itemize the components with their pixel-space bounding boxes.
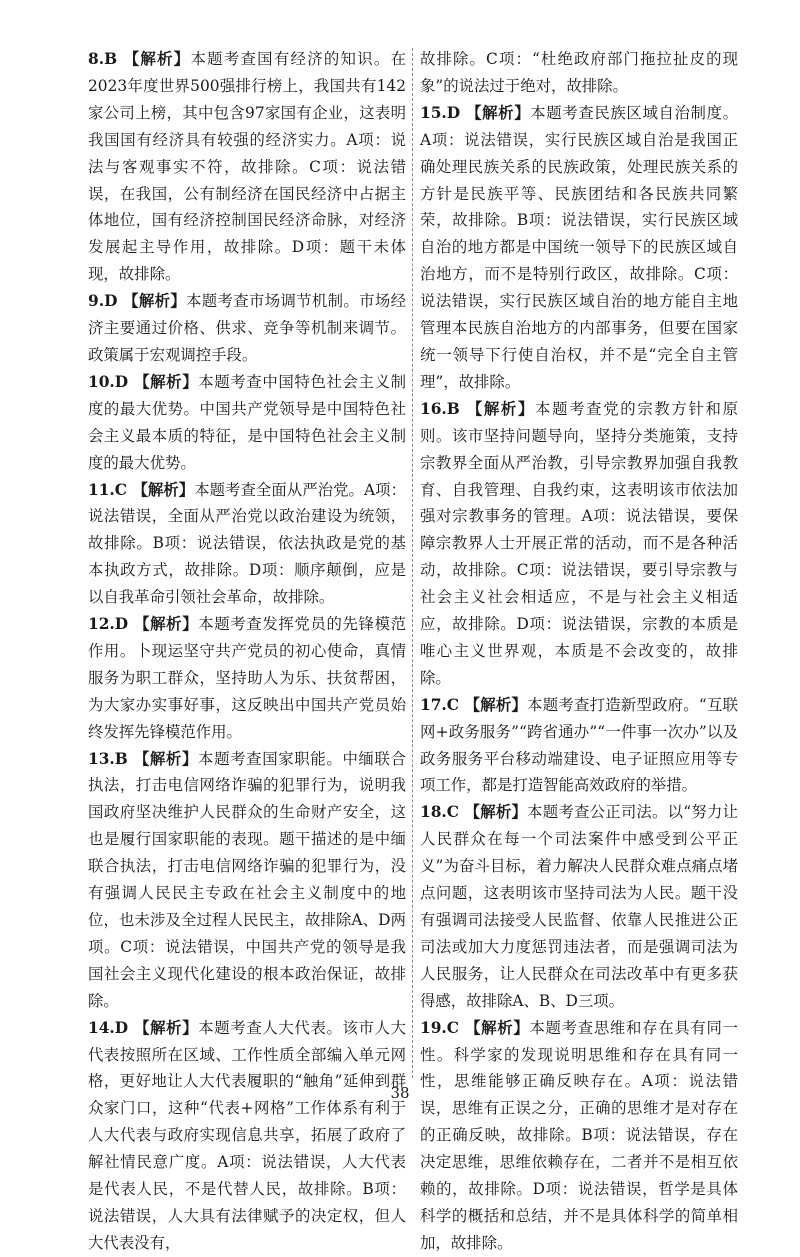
analysis-text: 本题考查国有经济的知识。在2023年度世界500强排行榜上，我国共有142家公司上榜，其中包含97家国有企业，这表明我国国有经济具有较强的经济实力。A项：说法与客观事实不符，故排除。C项：说法错误，在我国，公有制经济在国民经济中占据主体地位，国有经济控制国民经济命脉，对经济发展起主导作用，故排除。D项：题干未体现，故排除。 <box>88 50 406 284</box>
answer-number: 12.D <box>88 615 135 634</box>
answer-item <box>420 1015 738 1257</box>
answer-number: 14.D <box>88 1018 135 1037</box>
analysis-text: 本题考查党的宗教方针和原则。该市坚持问题导向，坚持分类施策，支持宗教界全面从严治教，引导宗教界加强自我教育、自我管理、自我约束，这表明该市依法加强对宗教事务的管理。A项：说法错误，要保障宗教界人士开展正常的活动，而不是各种活动，故排除。C项：说法错误，要引导宗教与社会主义社会相适应，不是与社会主义相适应，故排除。D项：说法错误，宗教的本质是唯心主义世界观，本质是不会改变的，故排除。 <box>420 399 738 687</box>
analysis-text: 本题考查全面从严治党。A项：说法错误，全面从严治党以政治建设为统领，故排除。B项：说法错误，依法执政是党的基本执政方式，故排除。D项：顺序颠倒，应是以自我革命引领社会革命，故排除。 <box>88 480 406 607</box>
answer-number: 9.D <box>88 292 124 311</box>
analysis-text: 故排除。C项：“杜绝政府部门拖拉扯皮的现象”的说法过于绝对，故排除。 <box>420 50 738 95</box>
answer-number: 18.C <box>420 803 465 822</box>
answer-item <box>88 746 406 1015</box>
answer-item <box>420 100 738 396</box>
answer-item <box>420 46 738 100</box>
analysis-tag: 【解析】 <box>132 480 195 499</box>
column-divider <box>412 48 413 1078</box>
analysis-text: 本题考查市场调节机制。市场经济主要通过价格、供求、竞争等机制来调节。政策属于宏观调控手段。 <box>88 292 406 364</box>
analysis-tag: 【解析】 <box>465 1018 530 1037</box>
analysis-tag: 【解析】 <box>466 399 536 418</box>
answer-item <box>420 692 738 800</box>
answer-number: 10.D <box>88 372 135 391</box>
analysis-tag: 【解析】 <box>134 1018 199 1037</box>
analysis-tag: 【解析】 <box>464 695 528 714</box>
answer-item <box>88 477 406 612</box>
answer-item <box>420 799 738 1014</box>
page-number: 38 <box>390 1084 410 1102</box>
analysis-text: 本题考查发挥党员的先锋模范作用。卜现运坚守共产党员的初心使命，真情服务为职工群众，坚持助人为乐、扶贫帮困，为大家办实事好事，这反映出中国共产党员始终发挥先锋模范作用。 <box>88 615 406 741</box>
analysis-tag: 【解析】 <box>123 292 187 311</box>
analysis-tag: 【解析】 <box>464 803 528 822</box>
analysis-tag: 【解析】 <box>134 372 199 391</box>
analysis-text: 本题考查打造新型政府。“互联网+政务服务”“跨省通办”“一件事一次办”以及政务服务平台移动端建设、电子证照应用等专项工作，都是打造智能高效政府的举措。 <box>420 695 739 795</box>
answer-number: 13.B <box>88 749 134 768</box>
analysis-text: 本题考查国家职能。中缅联合执法，打击电信网络诈骗的犯罪行为，说明我国政府坚决维护人民群众的生命财产安全，这也是履行国家职能的表现。题干描述的是中缅联合执法，打击电信网络诈骗的犯罪行为，没有强调人民民主专政在社会主义制度中的地位，也未涉及全过程人民民主，故排除A、D两项。C项：说法错误，中国共产党的领导是我国社会主义现代化建设的根本政治保证，故排除。 <box>88 749 406 1010</box>
answer-number: 8.B <box>88 50 124 68</box>
analysis-tag: 【解析】 <box>134 615 199 634</box>
answer-item <box>420 396 738 692</box>
answer-number: 19.C <box>420 1018 466 1037</box>
answer-number: 11.C <box>88 480 133 499</box>
answer-item <box>88 46 406 288</box>
answer-number: 17.C <box>420 695 465 714</box>
analysis-tag: 【解析】 <box>133 749 199 768</box>
answer-item <box>88 369 406 477</box>
answer-item <box>88 1015 406 1257</box>
right-column <box>420 46 738 1257</box>
answer-item <box>88 288 406 369</box>
analysis-text: 本题考查公正司法。以“努力让人民群众在每一个司法案件中感受到公平正义”为奋斗目标，着力解决人民群众难点痛点堵点问题，这表明该市坚持司法为人民。题干没有强调司法接受人民监督、依靠人民推进公正司法或加大力度惩罚违法者，而是强调司法为人民服务，让人民群众在司法改革中有更多获得感，故排除A、B、D三项。 <box>420 803 739 1010</box>
answer-item <box>88 611 406 746</box>
analysis-text: 本题考查思维和存在具有同一性。科学家的发现说明思维和存在具有同一性，思维能够正确反映存在。A项：说法错误，思维有正误之分，正确的思维才是对存在的正确反映，故排除。B项：说法错误，存在决定思维，思维依赖存在，二者并不是相互依赖的，故排除。D项：说法错误，哲学是具体科学的概括和总结，并不是具体科学的简单相加，故排除。 <box>420 1018 738 1252</box>
answer-number: 15.D <box>420 103 467 122</box>
analysis-text: 本题考查人大代表。该市人大代表按照所在区域、工作性质全部编入单元网格，更好地让人大代表履职的“触角”延伸到群众家门口，这种“代表+网格”工作体系有利于人大代表与政府实现信息共享，拓展了政府了解社情民意广度。A项：说法错误，人大代表是代表人民，不是代替人民，故排除。B项：说法错误，人大具有法律赋予的决定权，但人大代表没有， <box>88 1018 406 1252</box>
left-column <box>88 46 406 1257</box>
analysis-tag: 【解析】 <box>466 103 531 122</box>
analysis-text: 本题考查中国特色社会主义制度的最大优势。中国共产党领导是中国特色社会主义最本质的特征，是中国特色社会主义制度的最大优势。 <box>88 372 406 472</box>
analysis-text: 本题考查民族区域自治制度。A项：说法错误，实行民族区域自治是我国正确处理民族关系的民族政策，处理民族关系的方针是民族平等、民族团结和各民族共同繁荣，故排除。B项：说法错误，实行民族区域自治的地方都是中国统一领导下的民族区域自治地方，而不是特别行政区，故排除。C项：说法错误，实行民族区域自治的地方能自主地管理本民族自治地方的内部事务，但要在国家统一领导下行使自治权，并不是“完全自主管理”，故排除。 <box>420 103 738 391</box>
analysis-tag: 【解析】 <box>123 50 191 68</box>
answer-number: 16.B <box>420 399 467 418</box>
